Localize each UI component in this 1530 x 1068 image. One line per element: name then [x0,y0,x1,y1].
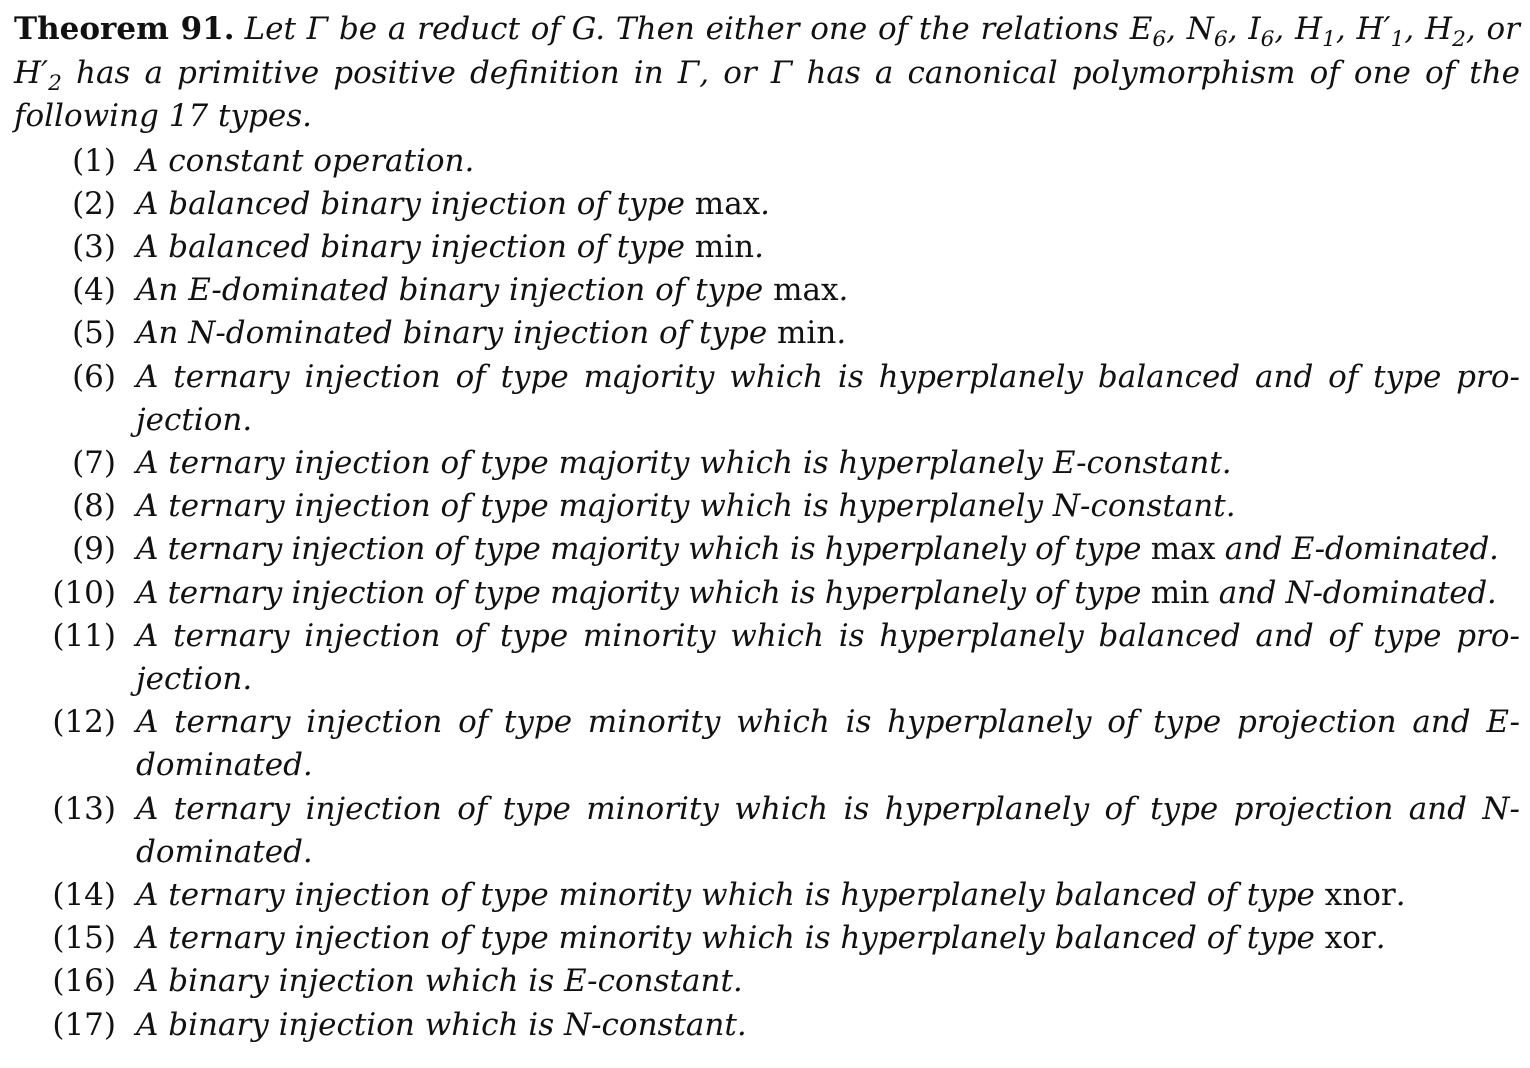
list-item [14,356,1520,442]
polymorphism-type-list [14,140,1520,1047]
item-number: (14) [52,876,116,913]
item-text: A ternary injection of type minority which is hyperplanely balanced of type xor. [136,920,1386,957]
list-item [14,960,1520,1003]
list-item [14,874,1520,917]
list-item [14,442,1520,485]
item-number: (3) [72,228,116,265]
item-text: A binary injection which is N-constant. [136,1006,747,1043]
item-text: A ternary injection of type minority which is hyperplanely balanced and of type pro-jection. [136,617,1520,697]
item-text: A ternary injection of type majority which is hyperplanely N-constant. [136,488,1236,525]
theorem-statement: Let Γ be a reduct of G. Then either one of the relations $E_6$, $N_6$, $I_6$, $H_1$, $H'_1$, $H_2$, or $H'_2$ has a primitive positive definition in Γ, or Γ has a canonical polymorphism of one of the following 17 types. [14,11,1520,134]
item-number: (15) [52,920,116,957]
list-item [14,485,1520,528]
item-number: (2) [72,185,116,222]
item-text: A ternary injection of type minority which is hyperplanely of type projection and E-dominated. [136,704,1520,784]
item-number: (16) [52,963,116,1000]
list-item [14,1004,1520,1047]
list-item [14,917,1520,960]
list-item [14,269,1520,312]
item-number: (12) [52,704,116,741]
item-text: A ternary injection of type majority which is hyperplanely balanced and of type pro-jection. [136,358,1520,438]
list-item [14,572,1520,615]
item-text: A constant operation. [136,142,475,179]
list-item [14,226,1520,269]
item-number: (7) [72,444,116,481]
item-number: (6) [72,358,116,395]
item-number: (17) [52,1006,116,1043]
item-number: (4) [72,272,116,309]
item-number: (9) [72,531,116,568]
item-text: A ternary injection of type majority which is hyperplanely E-constant. [136,444,1232,481]
item-number: (11) [52,617,116,654]
item-text: A ternary injection of type majority which is hyperplanely of type min and N-dominated. [136,574,1497,611]
item-text: An N-dominated binary injection of type min. [136,315,847,352]
item-number: (1) [72,142,116,179]
item-text: A balanced binary injection of type min. [136,228,764,265]
item-number: (13) [52,790,116,827]
list-item [14,701,1520,787]
list-item [14,615,1520,701]
item-text: A ternary injection of type minority which is hyperplanely balanced of type xnor. [136,876,1406,913]
item-text: A binary injection which is E-constant. [136,963,743,1000]
item-text: An E-dominated binary injection of type max. [136,272,849,309]
theorem-label: Theorem 91. [14,11,235,47]
item-number: (10) [52,574,116,611]
theorem-block [14,8,1520,139]
list-item [14,528,1520,571]
paper-page [14,8,1520,1047]
item-text: A ternary injection of type majority which is hyperplanely of type max and E-dominated. [136,531,1499,568]
list-item [14,140,1520,183]
item-text: A ternary injection of type minority which is hyperplanely of type projection and N-dominated. [136,790,1520,870]
list-item [14,183,1520,226]
item-text: A balanced binary injection of type max. [136,185,771,222]
item-number: (8) [72,488,116,525]
list-item [14,788,1520,874]
list-item [14,312,1520,355]
item-number: (5) [72,315,116,352]
